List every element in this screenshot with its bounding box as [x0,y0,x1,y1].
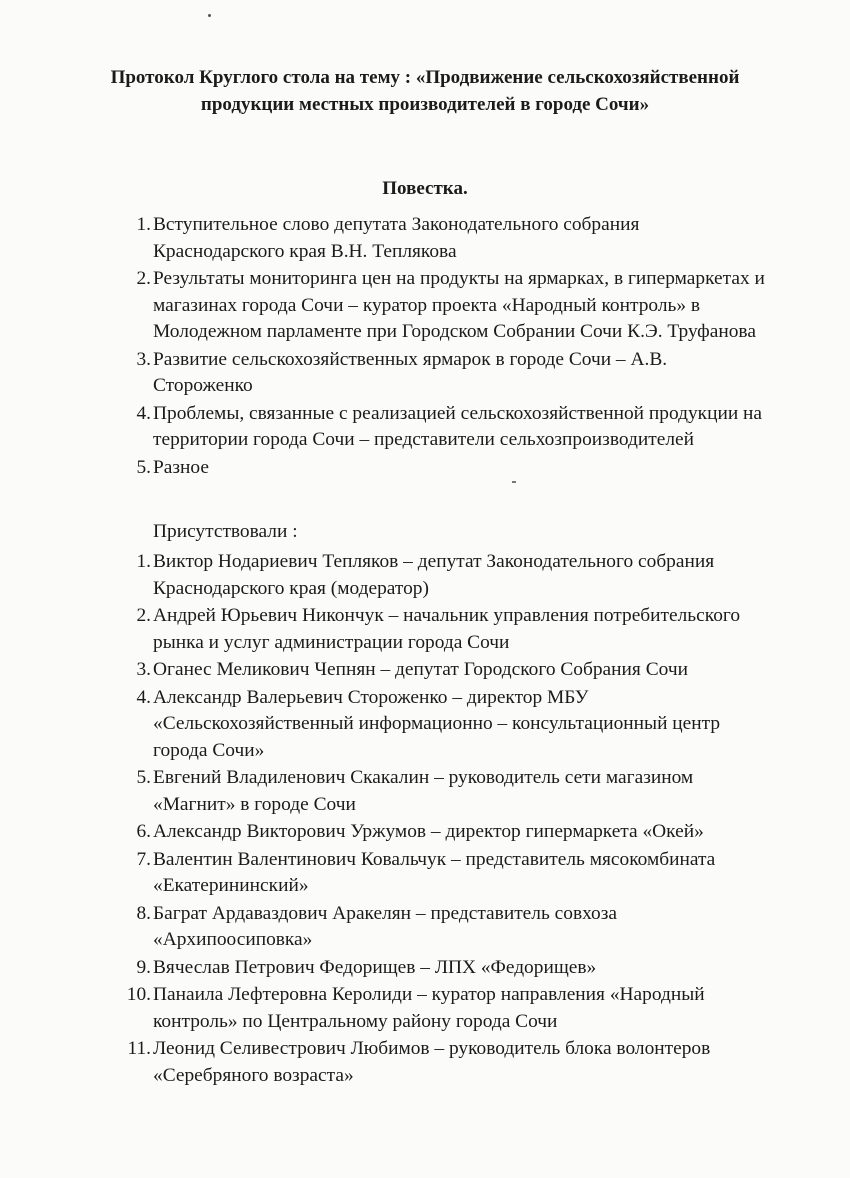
agenda-item-number: 1. [136,214,151,235]
attendee-item [110,1036,770,1089]
attendee-text: Александр Викторович Уржумов – директор гипермаркета «Окей» [153,821,704,842]
agenda-item-number: 5. [136,456,151,478]
protocol-title [0,64,850,118]
title-line-1: Протокол Круглого стола на тему : «Продвижение сельскохозяйственной [110,67,740,88]
agenda-item-text: Разное [153,456,209,478]
attendee-number: 4. [136,686,151,708]
attendee-item [110,955,770,982]
attendee-item [110,765,770,818]
attendee-number: 11. [127,1038,151,1059]
attendee-text: Евгений Владиленович Скакалин – руководитель сети магазином «Магнит» в городе Сочи [153,767,694,815]
agenda-item [110,212,770,265]
attendee-text: Оганес Меликович Чепнян – депутат Городского Собрания Сочи [153,659,688,680]
attendee-text: Леонид Селивестрович Любимов – руководитель блока волонтеров «Серебряного возраста» [153,1038,711,1086]
attendee-item [110,982,770,1035]
agenda-item-text: Развитие сельскохозяйственных ярмарок в городе Сочи – А.В. Стороженко [153,348,668,396]
attendee-item [110,603,770,656]
attendee-number: 6. [136,821,151,842]
attendees-label: Присутствовали : [153,521,298,542]
agenda-heading: Повестка. [382,178,468,199]
agenda-item-number: 3. [136,348,151,370]
agenda-item-text: Результаты мониторинга цен на продукты на ярмарках, в гипермаркетах и магазинах города Сочи – куратор проекта «Народный контроль» в Молодежном парламенте при Городском Собрании Сочи К.Э. Труфанова [153,268,765,342]
agenda-item [110,347,770,400]
attendee-item [110,549,770,602]
attendee-number: 9. [136,956,151,978]
attendee-text: Александр Валерьевич Стороженко – директор МБУ «Сельскохозяйственный информационно – консультационный центр города Сочи» [153,686,721,761]
agenda-item [110,401,770,454]
attendee-text: Валентин Валентинович Ковальчук – представитель мясокомбината «Екатерининский» [153,848,716,896]
agenda-list [110,212,770,482]
attendee-number: 10. [126,984,151,1005]
attendee-item [110,685,770,765]
agenda-item-text: Вступительное слово депутата Законодательного собрания Краснодарского края В.Н. Теплякова [153,214,640,262]
attendee-number: 1. [136,551,151,572]
attendee-number: 2. [136,605,151,626]
agenda-item-number: 2. [136,268,151,289]
attendee-item [110,819,770,846]
attendee-item [110,901,770,954]
attendees-list [110,549,770,1090]
agenda-item [110,455,770,482]
attendee-number: 3. [136,659,151,680]
attendee-text: Виктор Нодариевич Тепляков – депутат Законодательного собрания Краснодарского края (модератор) [153,551,715,599]
agenda-item-number: 4. [136,402,151,424]
attendee-item [110,657,770,684]
attendee-number: 5. [136,767,151,788]
agenda-item [110,266,770,346]
agenda-item-text: Проблемы, связанные с реализацией сельскохозяйственной продукции на территории города Сочи – представители сельхозпроизводителей [153,402,763,450]
attendee-number: 8. [136,902,151,924]
attendee-text: Панаила Лефтеровна Керолиди – куратор направления «Народный контроль» по Центральному району города Сочи [153,984,705,1032]
attendee-text: Андрей Юрьевич Никончук – начальник управления потребительского рынка и услуг администрации города Сочи [153,605,741,653]
attendee-item [110,847,770,900]
attendee-text: Вячеслав Петрович Федорищев – ЛПХ «Федорищев» [153,956,597,978]
attendee-text: Баграт Ардаваздович Аракелян – представитель совхоза «Архипоосиповка» [153,902,618,950]
title-line-2: продукции местных производителей в городе Сочи» [200,94,650,115]
attendee-number: 7. [136,848,151,870]
scan-speck [208,14,211,17]
